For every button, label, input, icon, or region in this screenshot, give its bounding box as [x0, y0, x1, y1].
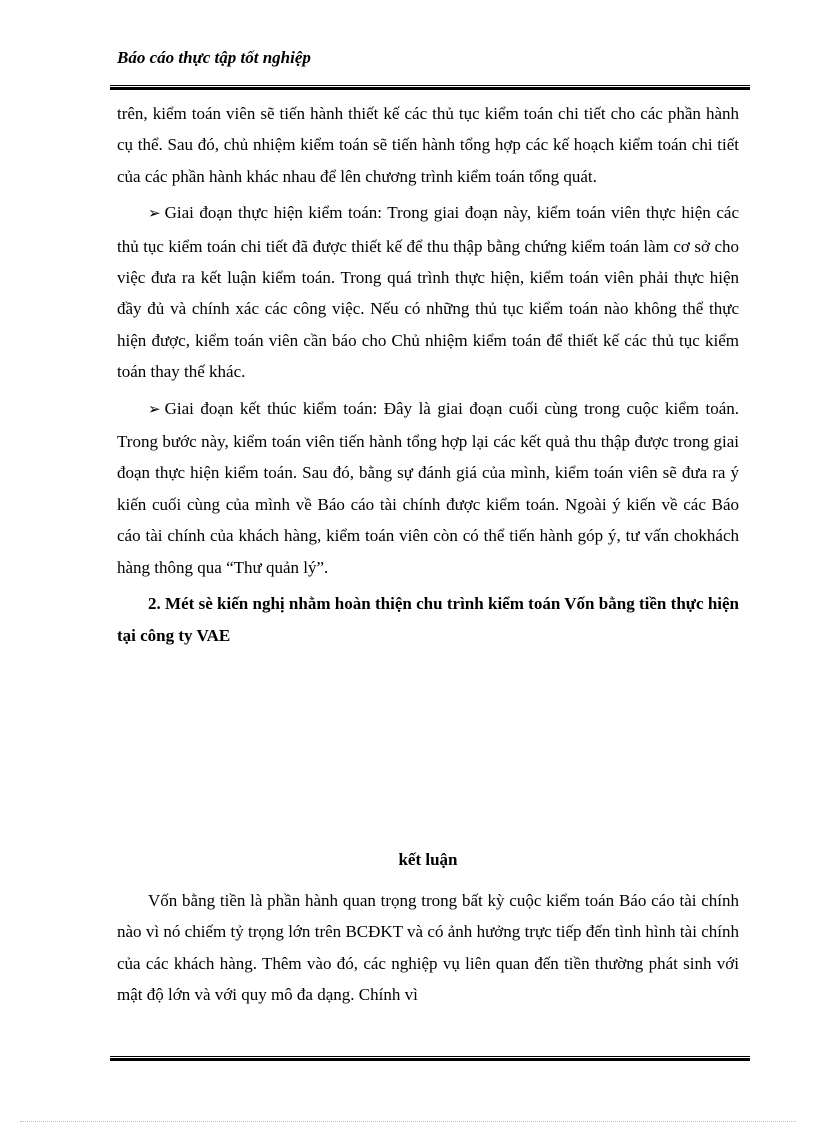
- page-header-title: Báo cáo thực tập tốt nghiệp: [117, 48, 311, 67]
- paragraph-completion-text: Giai đoạn kết thúc kiểm toán: Đây là giai đoạn cuối cùng trong cuộc kiểm toán. Trong bước này, kiểm toán viên tiến hành tổng hợp lại các kết quả thu thập được trong giai đoạn thực hiện kiểm toán. Sau đó, bằng sự đánh giá của mình, kiểm toán viên sẽ đưa ra ý kiến cuối cùng của mình về Báo cáo tài chính được kiểm toán. Ngoài ý kiến về các Báo cáo tài chính của khách hàng, kiểm toán viên còn có thể tiến hành góp ý, tư vấn chokhách hàng thông qua “Thư quản lý”.: [117, 398, 739, 577]
- document-body: [117, 98, 739, 656]
- conclusion-paragraph: Vốn bằng tiền là phần hành quan trọng trong bất kỳ cuộc kiểm toán Báo cáo tài chính nào vì nó chiếm tỷ trọng lớn trên BCĐKT và có ảnh hưởng trực tiếp đến tình hình tài chính của các khách hàng. Thêm vào đó, các nghiệp vụ liên quan đến tiền thường phát sinh với mật độ lớn và với quy mô đa dạng. Chính vì: [117, 891, 739, 1005]
- arrow-bullet-icon: ➢: [148, 206, 161, 223]
- conclusion-title: kết luận: [398, 850, 458, 869]
- paragraph-completion-phase: [117, 393, 739, 583]
- arrow-bullet-icon: ➢: [148, 401, 161, 418]
- header-divider: [110, 85, 750, 90]
- paragraph-execution-phase: [117, 197, 739, 387]
- footer-divider: [110, 1056, 750, 1061]
- conclusion-body: [117, 885, 739, 1011]
- section-heading: 2. Mét sè kiến nghị nhằm hoàn thiện chu trình kiểm toán Vốn bằng tiền thực hiện tại công ty VAE: [117, 594, 739, 645]
- page-boundary: [20, 1121, 796, 1122]
- paragraph-execution-text: Giai đoạn thực hiện kiểm toán: Trong giai đoạn này, kiểm toán viên thực hiện các thủ tục kiểm toán chi tiết đã được thiết kế để thu thập bằng chứng kiểm toán làm cơ sở cho việc đưa ra kết luận kiểm toán. Trong quá trình thực hiện, kiểm toán viên phải thực hiện đầy đủ và chính xác các công việc. Nếu có những thủ tục kiểm toán nào không thể thực hiện được, kiểm toán viên cần báo cho Chủ nhiệm kiểm toán để thiết kế các thủ tục kiểm toán thay thế khác.: [117, 203, 739, 382]
- paragraph-continuation: trên, kiểm toán viên sẽ tiến hành thiết kế các thủ tục kiểm toán chi tiết cho các phần hành cụ thể. Sau đó, chủ nhiệm kiểm toán sẽ tiến hành tổng hợp các kế hoạch kiểm toán chi tiết của các phần hành khác nhau để lên chương trình kiểm toán tổng quát.: [117, 104, 739, 186]
